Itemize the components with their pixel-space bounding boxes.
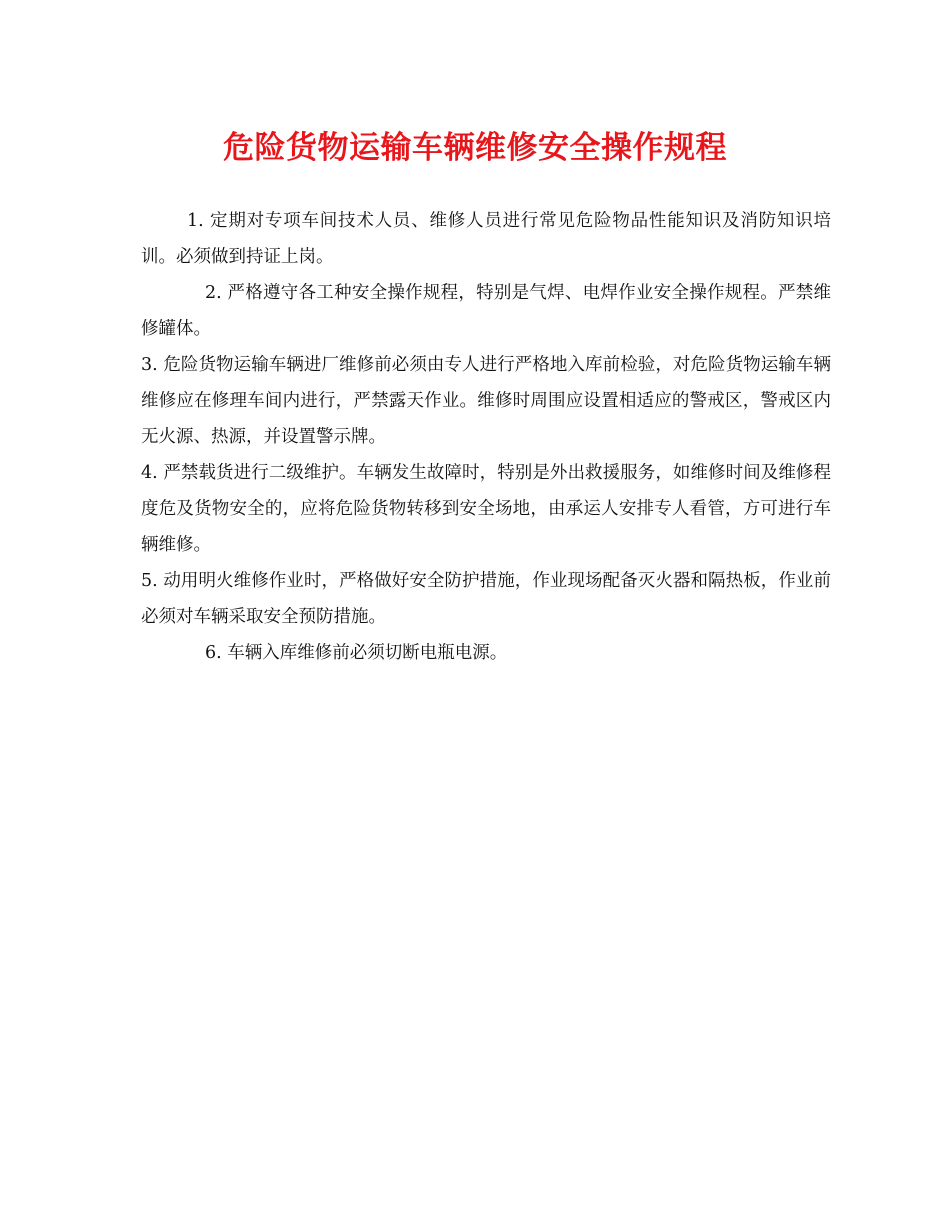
paragraph-2: 2. 严格遵守各工种安全操作规程，特别是气焊、电焊作业安全操作规程。严禁维修罐体。 xyxy=(141,283,831,339)
paragraph-1: 1. 定期对专项车间技术人员、维修人员进行常见危险物品性能知识及消防知识培训。必须做到持证上岗。 xyxy=(141,211,831,267)
paragraph-4: 4. 严禁载货进行二级维护。车辆发生故障时，特别是外出救援服务，如维修时间及维修程度危及货物安全的，应将危险货物转移到安全场地，由承运人安排专人看管，方可进行车辆维修。 xyxy=(141,463,831,555)
paragraph-3: 3. 危险货物运输车辆进厂维修前必须由专人进行严格地入库前检验，对危险货物运输车辆维修应在修理车间内进行，严禁露天作业。维修时周围应设置相适应的警戒区，警戒区内无火源、热源，并设置警示牌。 xyxy=(141,355,831,447)
document-body xyxy=(141,203,831,671)
document-title: 危险货物运输车辆维修安全操作规程 xyxy=(223,130,727,166)
paragraph-5: 5. 动用明火维修作业时，严格做好安全防护措施，作业现场配备灭火器和隔热板，作业前必须对车辆采取安全预防措施。 xyxy=(141,571,831,627)
paragraph-6: 6. 车辆入库维修前必须切断电瓶电源。 xyxy=(205,643,508,663)
